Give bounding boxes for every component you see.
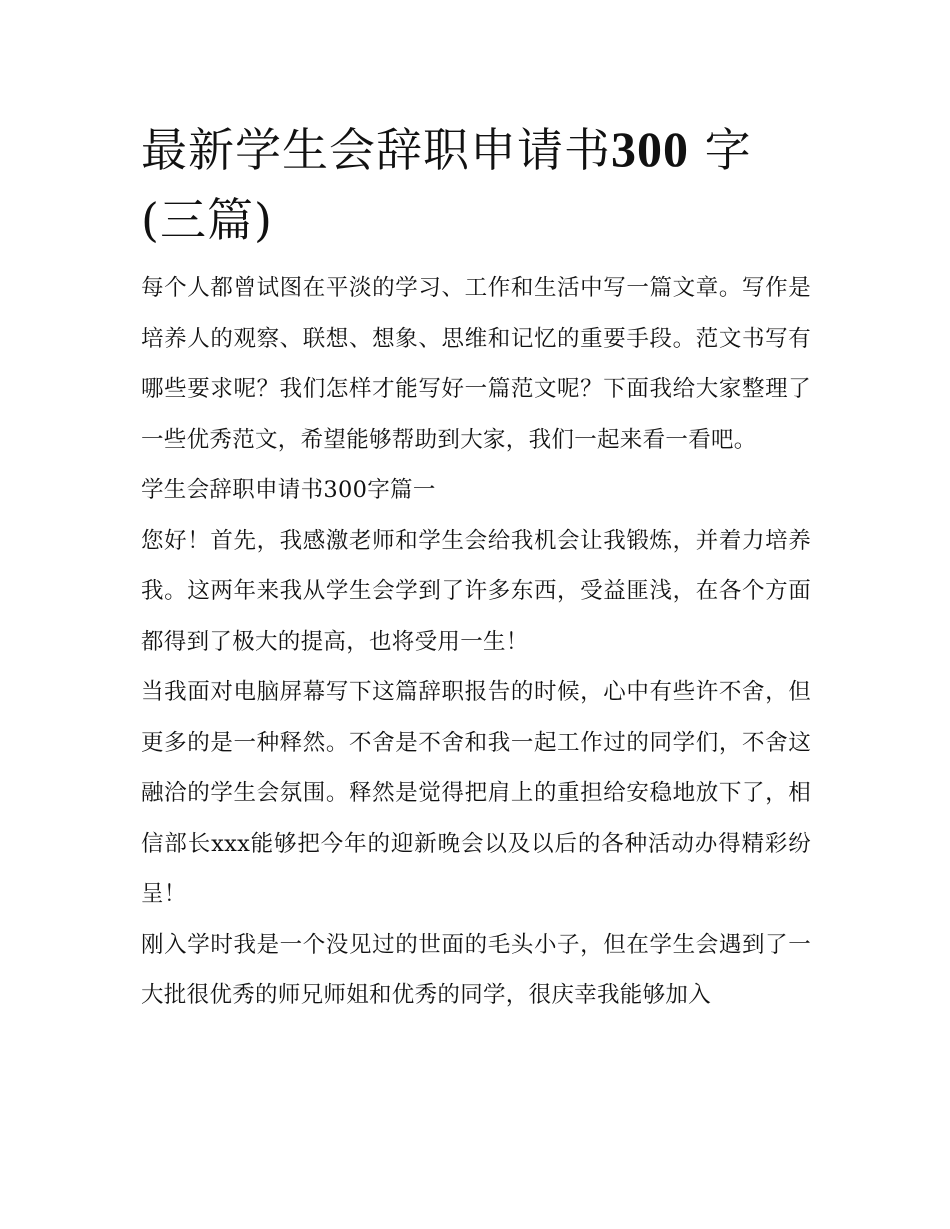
body-paragraph: 您好！首先，我感激老师和学生会给我机会让我锻炼，并着力培养我。这两年来我从学生会学到了许多东西，受益匪浅，在各个方面都得到了极大的提高，也将受用一生！	[141, 527, 811, 655]
section-heading: 学生会辞职申请书300字篇一	[141, 477, 436, 503]
document-body	[141, 114, 811, 1021]
body-paragraph: 刚入学时我是一个没见过的世面的毛头小子，但在学生会遇到了一大批很优秀的师兄师姐和优秀的同学，很庆幸我能够加入	[141, 931, 811, 1008]
title-line2: (三篇)	[141, 193, 273, 247]
document-title	[141, 114, 811, 255]
title-number: 300	[611, 121, 689, 177]
title-prefix: 最新学生会辞职申请书	[141, 123, 611, 177]
title-suffix: 字	[704, 123, 752, 177]
intro-paragraph: 每个人都曾试图在平淡的学习、工作和生活中写一篇文章。写作是培养人的观察、联想、想象、思维和记忆的重要手段。范文书写有哪些要求呢？我们怎样才能写好一篇范文呢？下面我给大家整理了一些优秀范文，希望能够帮助到大家，我们一起来看一看吧。	[141, 275, 811, 453]
body-paragraph: 当我面对电脑屏幕写下这篇辞职报告的时候，心中有些许不舍，但更多的是一种释然。不舍是不舍和我一起工作过的同学们，不舍这融洽的学生会氛围。释然是觉得把肩上的重担给安稳地放下了，相信部长xxx能够把今年的迎新晚会以及以后的各种活动办得精彩纷呈！	[141, 679, 811, 907]
